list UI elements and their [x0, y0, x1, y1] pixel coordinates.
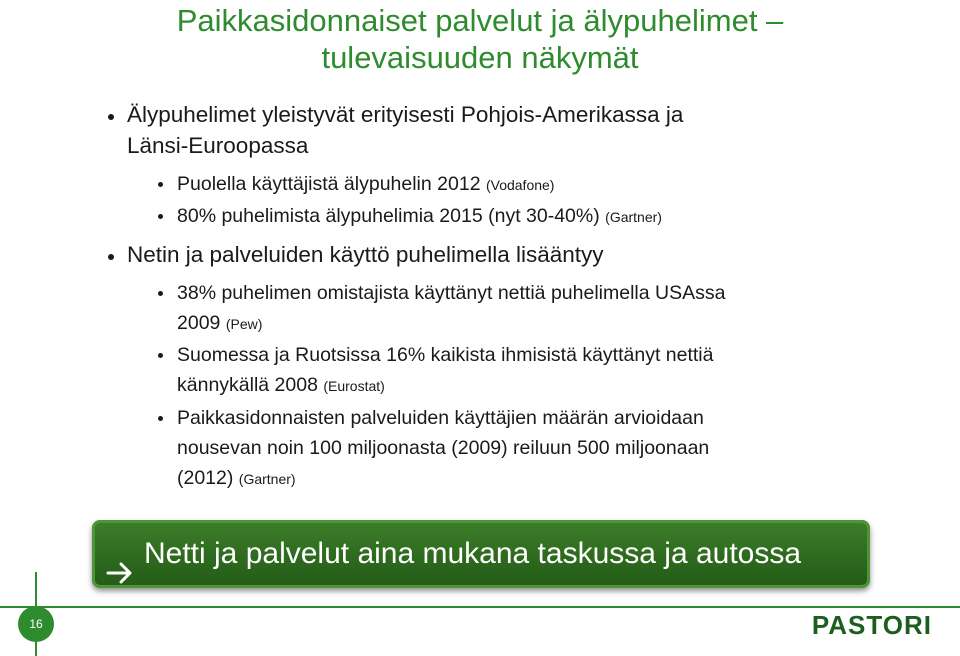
bullet-2-1-continued — [177, 308, 262, 339]
bullet-1-2 — [177, 201, 662, 232]
title-line-2: tulevaisuuden näkymät — [321, 40, 639, 75]
title-line-1: Paikkasidonnaiset palvelut ja älypuhelimet – — [176, 3, 784, 38]
bullet-1-2-text: 80% puhelimista älypuhelimia 2015 (nyt 30-40%) — [177, 205, 600, 227]
bullet-2: Netin ja palveluiden käyttö puhelimella lisääntyy — [127, 242, 604, 267]
bullet-2-3-source: (Gartner) — [238, 471, 296, 487]
bullet-2-2: Suomessa ja Ruotsissa 16% kaikista ihmisistä käyttänyt nettiä — [177, 344, 714, 366]
bullet-2-1: 38% puhelimen omistajista käyttänyt nettiä puhelimella USAssa — [177, 282, 726, 304]
bullet-dot — [158, 291, 163, 296]
bullet-2-3: Paikkasidonnaisten palveluiden käyttäjien määrän arvioidaan — [177, 407, 704, 429]
bullet-dot — [108, 114, 114, 120]
bullet-dot — [158, 353, 163, 358]
bullet-dot — [158, 416, 163, 421]
bullet-2-3-continued-2 — [177, 463, 296, 494]
pastori-logo: PASTORI — [811, 610, 932, 640]
bullet-2-3-cont2-text: (2012) — [177, 467, 234, 489]
bullet-dot — [108, 254, 114, 260]
bullet-2-1-cont-text: 2009 — [177, 312, 221, 334]
bullet-1: Älypuhelimet yleistyvät erityisesti Pohjois-Amerikassa ja — [127, 102, 684, 127]
bullet-dot — [158, 214, 163, 219]
bullet-dot — [158, 182, 163, 187]
callout-box — [92, 520, 870, 588]
bullet-2-2-source: (Eurostat) — [323, 378, 385, 394]
bullet-1-1-source: (Vodafone) — [485, 177, 555, 193]
bullet-2-3-continued: nousevan noin 100 miljoonasta (2009) reiluun 500 miljoonaan — [177, 437, 710, 459]
right-arrow-icon — [106, 542, 134, 566]
footer-divider — [0, 606, 960, 608]
bullet-2-1-source: (Pew) — [225, 316, 263, 332]
bullet-2-2-cont-text: kännykällä 2008 — [177, 374, 318, 396]
bullet-1-continued: Länsi-Euroopassa — [127, 133, 309, 158]
bullet-1-2-source: (Gartner) — [605, 209, 662, 225]
bullet-2-2-continued — [177, 370, 385, 401]
bullet-1-1-text: Puolella käyttäjistä älypuhelin 2012 — [177, 173, 481, 195]
callout-text: Netti ja palvelut aina mukana taskussa ja autossa — [144, 537, 802, 570]
page-number: 16 — [18, 606, 54, 642]
bullet-1-1 — [177, 169, 554, 200]
